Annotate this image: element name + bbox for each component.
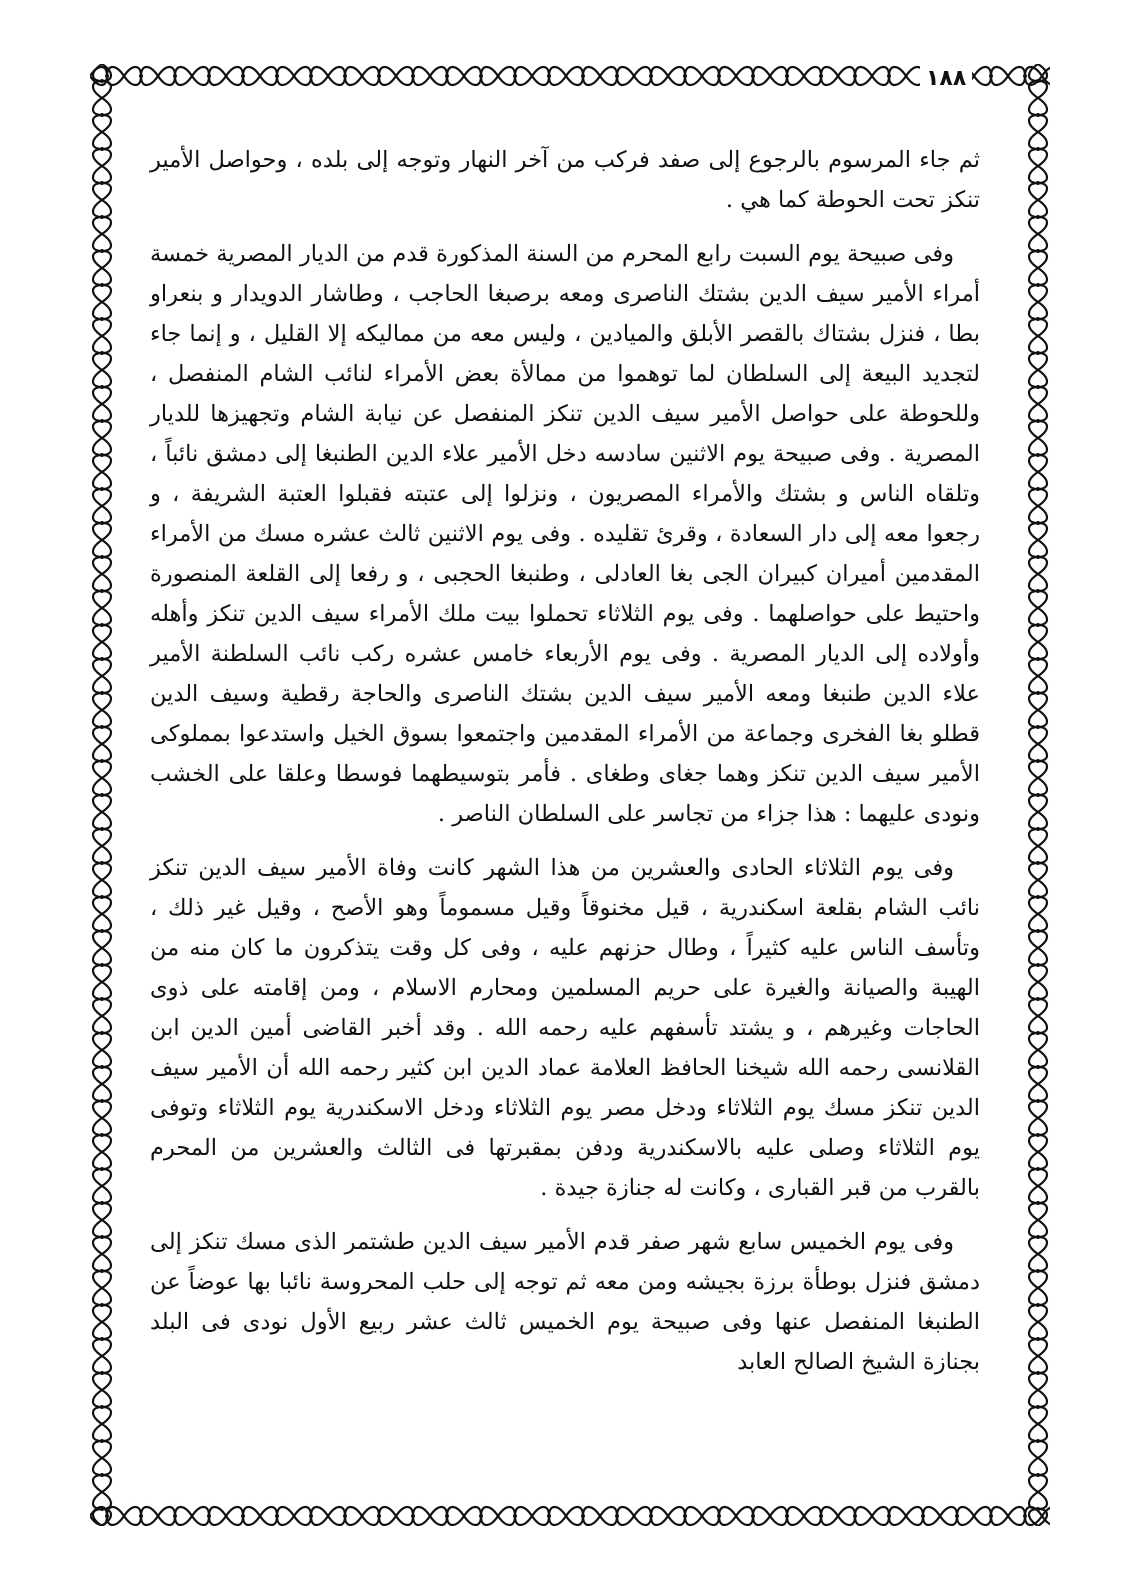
paragraph: وفى صبيحة يوم السبت رابع المحرم من السنة المذكورة قدم من الديار المصرية خمسة أمراء الأمير سيف الدين بشتك الناصرى ومعه برصبغا الحاجب ، وطاشار الدويدار و بنعراو بطا ، فنزل بشتاك بالقصر الأبلق والميادين ، وليس معه من مماليكه إلا القليل ، و إنما جاء لتجديد البيعة إلى السلطان لما توهموا من ممالأة بعض الأمراء لنائب الشام المنفصل ، وللحوطة على حواصل الأمير سيف الدين تنكز المنفصل عن نيابة الشام وتجهيزها للديار المصرية . وفى صبيحة يوم الاثنين سادسه دخل الأمير علاء الدين الطنبغا إلى دمشق نائباً ، وتلقاه الناس و بشتك والأمراء المصريون ، ونزلوا إلى عتبته فقبلوا العتبة الشريفة ، و رجعوا معه إلى دار السعادة ، وقرئ تقليده . وفى يوم الاثنين ثالث عشره مسك من الأمراء المقدمين أميران كبيران الجى بغا العادلى ، وطنبغا الحجبى ، و رفعا إلى القلعة المنصورة واحتيط على حواصلهما . وفى يوم الثلاثاء تحملوا بيت ملك الأمراء سيف الدين تنكز وأهله وأولاده إلى الديار المصرية . وفى يوم الأربعاء خامس عشره ركب نائب السلطنة الأمير علاء الدين طنبغا ومعه الأمير سيف الدين بشتك الناصرى والحاجة رقطية وسيف الدين قطلو بغا الفخرى وجماعة من الأمراء المقدمين واجتمعوا بسوق الخيل واستدعوا بمملوكى الأمير سيف الدين تنكز وهما جغاى وطغاى . فأمر بتوسيطهما فوسطا وعلقا على الخشب ونودى عليهما : هذا جزاء من تجاسر على السلطان الناصر . [150, 241, 980, 827]
paragraph: وفى يوم الخميس سابع شهر صفر قدم الأمير سيف الدين طشتمر الذى مسك تنكز إلى دمشق فنزل بوطأة برزة بجيشه ومن معه ثم توجه إلى حلب المحروسة نائبا بها عوضاً عن الطنبغا المنفصل عنها وفى صبيحة يوم الخميس ثالث عشر ربيع الأول نودى فى البلد بجنازة الشيخ الصالح العابد [150, 1229, 980, 1375]
paragraph: ثم جاء المرسوم بالرجوع إلى صفد فركب من آخر النهار وتوجه إلى بلده ، وحواصل الأمير تنكز تحت الحوطة كما هي . [150, 147, 980, 213]
paragraph: وفى يوم الثلاثاء الحادى والعشرين من هذا الشهر كانت وفاة الأمير سيف الدين تنكز نائب الشام بقلعة اسكندرية ، قيل مخنوقاً وقيل مسموماً وهو الأصح ، وقيل غير ذلك ، وتأسف الناس عليه كثيراً ، وطال حزنهم عليه ، وفى كل وقت يتذكرون ما كان منه من الهيبة والصيانة والغيرة على حريم المسلمين ومحارم الاسلام ، ومن إقامته على ذوى الحاجات وغيرهم ، و يشتد تأسفهم عليه رحمه الله . وقد أخبر القاضى أمين الدين ابن القلانسى رحمه الله شيخنا الحافظ العلامة عماد الدين ابن كثير رحمه الله أن الأمير سيف الدين تنكز مسك يوم الثلاثاء ودخل مصر يوم الثلاثاء ودخل الاسكندرية يوم الثلاثاء وتوفى يوم الثلاثاء وصلى عليه بالاسكندرية ودفن بمقبرتها فى الثالث والعشرين من المحرم بالقرب من قبر القبارى ، وكانت له جنازة جيدة . [150, 855, 980, 1201]
page-body-text [150, 140, 980, 1396]
page-number: ١٨٨ [920, 66, 972, 91]
